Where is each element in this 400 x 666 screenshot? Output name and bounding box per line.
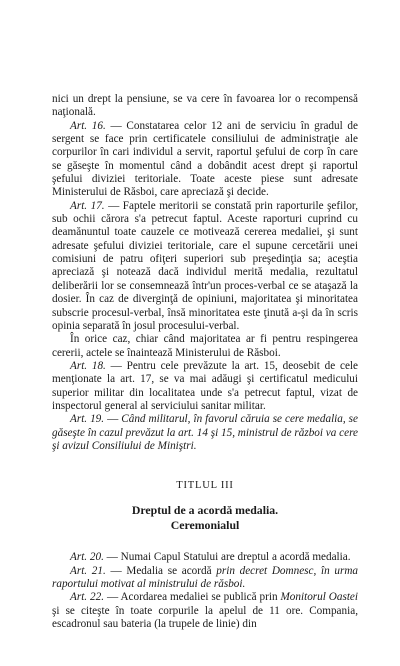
article-17-continued-text: În orice caz, chiar când majoritatea ar fi pentru respingerea cererii, actele se înaintează Ministerului de Răsboi. bbox=[52, 333, 358, 359]
title-block bbox=[52, 480, 358, 533]
article-20-text: — Numai Capul Statului are dreptul a acordă medalia. bbox=[103, 551, 351, 564]
title-subheading: Ceremonialul bbox=[170, 518, 240, 533]
article-18-label: Art. 18. bbox=[70, 359, 106, 372]
article-19-text: Când militarul, în favorul căruia se cere medalia, se găseşte în cazul prevăzut la art. 14 şi 15, ministrul de război va cere şi avizul Consiliului de Miniştri. bbox=[52, 413, 358, 452]
article-22-emphasis: Monitorul Oastei bbox=[280, 591, 358, 604]
article-17-label: Art. 17. bbox=[70, 199, 105, 212]
article-22-text-2: şi se citeşte în toate corpurile la apelul de 11 ore. Compania, escadronul sau bateria (la trupele de linie) din bbox=[52, 604, 358, 630]
article-16-label: Art. 16. bbox=[70, 119, 106, 132]
title-number: TITLUL III bbox=[176, 480, 234, 492]
article-19-label: Art. 19. bbox=[70, 413, 105, 426]
article-21-label: Art. 21. bbox=[70, 564, 106, 577]
article-22-label: Art. 22. bbox=[70, 591, 105, 604]
article-20 bbox=[52, 551, 358, 564]
title-heading: Dreptul de a acordă medalia. bbox=[131, 503, 279, 518]
article-21-emphasis: prin decret Domnesc, în urma raportului motivat al ministrului de răsboi. bbox=[52, 564, 359, 590]
article-17-continued bbox=[52, 333, 358, 360]
article-22 bbox=[52, 591, 358, 631]
article-21-text: — Medalia se acordă bbox=[105, 564, 217, 577]
article-17 bbox=[52, 200, 358, 333]
paragraph-top bbox=[52, 93, 358, 120]
article-21 bbox=[52, 565, 358, 592]
article-17-text: — Faptele meritorii se constată prin raporturile şefilor, sub ochii cărora s'a petrecut faptul. Aceste raporturi cuprind cu deamănuntul toate cauzele ce motivează cererea medaliei, şi sunt adresate şefului diviziei teritoriale, care el supune cercetării unei comisiuni de patru ofiţeri superiori sub preşedinţia sa; aceştia apreciază şi notează dacă individul merită medalia, rezultatul deliberării lor se consemnează într'un proces-verbal ce se ataşază la dosier. În caz de diverginţă de opiniuni, majoritatea şi minoritatea subscrie procesul-verbal, însă minoritatea este ţinută a-şi da în scris opinia separată în josul procesului-verbal. bbox=[52, 199, 359, 332]
article-16 bbox=[52, 120, 358, 200]
article-18 bbox=[52, 360, 358, 413]
article-18-text: — Pentru cele prevăzute la art. 15, deosebit de cele menţionate la art. 17, se va mai adăugi şi certificatul medicului superior militar din localitatea unde s'a petrecut faptul, vizat de inspectorul general al serviciului sanitar militar. bbox=[52, 359, 358, 412]
article-20-label: Art. 20. bbox=[70, 551, 104, 564]
article-19-dash: — bbox=[104, 413, 122, 426]
paragraph-top-text: nici un drept la pensiune, se va cere în favoarea lor o recompensă naţională. bbox=[52, 93, 358, 119]
article-19 bbox=[52, 413, 358, 453]
article-16-text: — Constatarea celor 12 ani de serviciu în gradul de sergent se face prin certificatele consiliului de administraţie ale corpurilor în cari individul a servit, raportul şefului de corp în care se găseşte în momentul când a dobândit acest drept şi raportul şefului diviziei teritoriale. Toate aceste piese sunt adresate Ministerului de Răsboi, care apreciază şi decide. bbox=[52, 119, 358, 199]
article-22-text-1: — Acordarea medaliei se publică prin bbox=[104, 591, 281, 604]
